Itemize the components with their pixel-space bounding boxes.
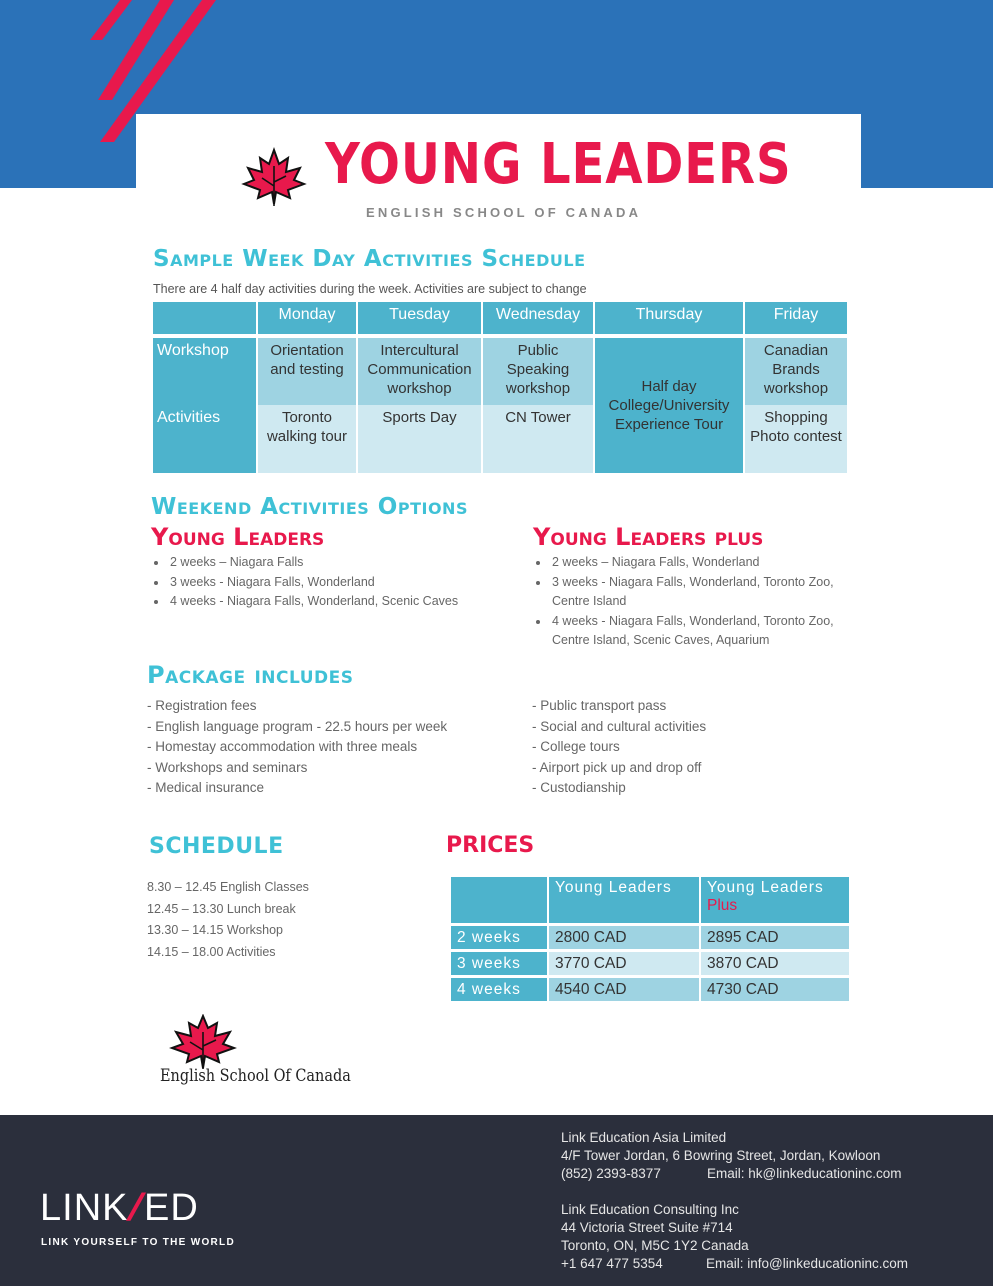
package-list-right: [532, 696, 706, 799]
price-cell: 4730 CAD: [701, 978, 849, 1001]
col-header: Young Leaders: [549, 877, 699, 923]
slash-icon: /: [123, 1187, 150, 1229]
activity-cell: Shopping Photo contest: [745, 405, 847, 473]
canada-email[interactable]: Email: info@linkeducationinc.com: [706, 1256, 909, 1271]
day-header: Tuesday: [358, 302, 481, 334]
day-header: Thursday: [595, 302, 743, 334]
list-item: • 3 weeks - Niagara Falls, Wonderland: [168, 573, 468, 593]
linked-tagline: LINK YOURSELF TO THE WORLD: [41, 1237, 235, 1248]
duration-label: 3 weeks: [451, 952, 547, 975]
prices-heading: PRICES: [446, 833, 535, 858]
list-item: - Registration fees: [147, 698, 257, 713]
package-list-left: [147, 696, 447, 799]
list-item: - Custodianship: [532, 780, 626, 795]
list-item: 13.30 – 14.15 Workshop: [147, 923, 283, 937]
list-item: - Public transport pass: [532, 698, 667, 713]
list-item: - English language program - 22.5 hours per week: [147, 718, 448, 734]
linked-logo: LINK/ED: [40, 1187, 199, 1229]
canada-phone: +1 647 477 5354: [561, 1256, 663, 1271]
list-item: • 2 weeks – Niagara Falls: [168, 553, 468, 573]
workshop-cell: Canadian Brands workshop: [745, 338, 847, 405]
row-label-activities: Activities: [153, 405, 256, 473]
list-item: • 3 weeks - Niagara Falls, Wonderland, Toronto Zoo, Centre Island: [550, 573, 850, 612]
workshop-cell: Intercultural Communication workshop: [358, 338, 481, 405]
weekday-heading: Sample Week Day Activities Schedule: [153, 246, 586, 272]
package-heading: Package includes: [147, 661, 354, 689]
activity-cell: Toronto walking tour: [258, 405, 356, 473]
list-item: - Homestay accommodation with three meals: [147, 739, 418, 754]
duration-label: 2 weeks: [451, 926, 547, 949]
list-item: - Medical insurance: [147, 780, 265, 795]
list-item: 14.15 – 18.00 Activities: [147, 944, 276, 959]
thursday-cell: Half day College/University Experience Tour: [595, 338, 743, 473]
list-item: - Workshops and seminars: [147, 759, 308, 775]
list-item: - Social and cultural activities: [532, 718, 707, 734]
workshop-cell: Public Speaking workshop: [483, 338, 593, 405]
day-header: Friday: [745, 302, 847, 334]
price-cell: 2895 CAD: [701, 926, 849, 949]
price-cell: 3770 CAD: [549, 952, 699, 975]
maple-leaf-icon: [168, 1014, 238, 1070]
school-logo-text: English School Of Canada: [160, 1066, 351, 1086]
duration-label: 4 weeks: [451, 978, 547, 1001]
list-item: 8.30 – 12.45 English Classes: [147, 880, 309, 894]
page-subtitle: ENGLISH SCHOOL OF CANADA: [366, 205, 642, 220]
list-item: • 4 weeks - Niagara Falls, Wonderland, Scenic Caves: [168, 592, 468, 612]
list-item: - Airport pick up and drop off: [532, 759, 702, 775]
maple-leaf-icon: [240, 146, 308, 208]
table-corner: [451, 877, 547, 923]
list-item: 12.45 – 13.30 Lunch break: [147, 901, 296, 916]
asia-email[interactable]: Email: hk@linkeducationinc.com: [707, 1166, 902, 1181]
price-cell: 4540 CAD: [549, 978, 699, 1001]
asia-address: 4/F Tower Jordan, 6 Bowring Street, Jordan, Kowloon: [561, 1148, 881, 1163]
asia-name: Link Education Asia Limited: [561, 1130, 727, 1145]
yl-weekend-list: [152, 553, 468, 612]
weekday-note: There are 4 half day activities during the week. Activities are subject to change: [153, 282, 587, 296]
activity-cell: CN Tower: [483, 405, 593, 473]
activity-cell: Sports Day: [358, 405, 481, 473]
canada-name: Link Education Consulting Inc: [561, 1202, 739, 1217]
daily-schedule-list: [147, 877, 309, 963]
ylp-weekend-list: [534, 553, 850, 651]
price-cell: 2800 CAD: [549, 926, 699, 949]
canada-address-2: Toronto, ON, M5C 1Y2 Canada: [561, 1238, 749, 1253]
table-corner: [153, 302, 256, 334]
list-item: • 4 weeks - Niagara Falls, Wonderland, Toronto Zoo, Centre Island, Scenic Caves, Aquarium: [550, 612, 850, 651]
weekday-schedule-table: [151, 302, 849, 473]
schedule-heading: SCHEDULE: [149, 834, 284, 859]
asia-phone: (852) 2393-8377: [561, 1166, 661, 1181]
prices-table: [449, 874, 851, 1004]
list-item: - College tours: [532, 739, 620, 754]
price-cell: 3870 CAD: [701, 952, 849, 975]
day-header: Wednesday: [483, 302, 593, 334]
canada-address-1: 44 Victoria Street Suite #714: [561, 1220, 733, 1235]
list-item: • 2 weeks – Niagara Falls, Wonderland: [550, 553, 850, 573]
col-header: Young Leaders Plus: [701, 877, 849, 923]
page-title: YOUNG LEADERS: [325, 132, 792, 197]
row-label-workshop: Workshop: [153, 338, 256, 405]
ylp-weekend-title: Young Leaders plus: [533, 523, 764, 551]
workshop-cell: Orientation and testing: [258, 338, 356, 405]
yl-weekend-title: Young Leaders: [151, 523, 325, 551]
weekend-heading: Weekend Activities Options: [151, 494, 468, 520]
day-header: Monday: [258, 302, 356, 334]
